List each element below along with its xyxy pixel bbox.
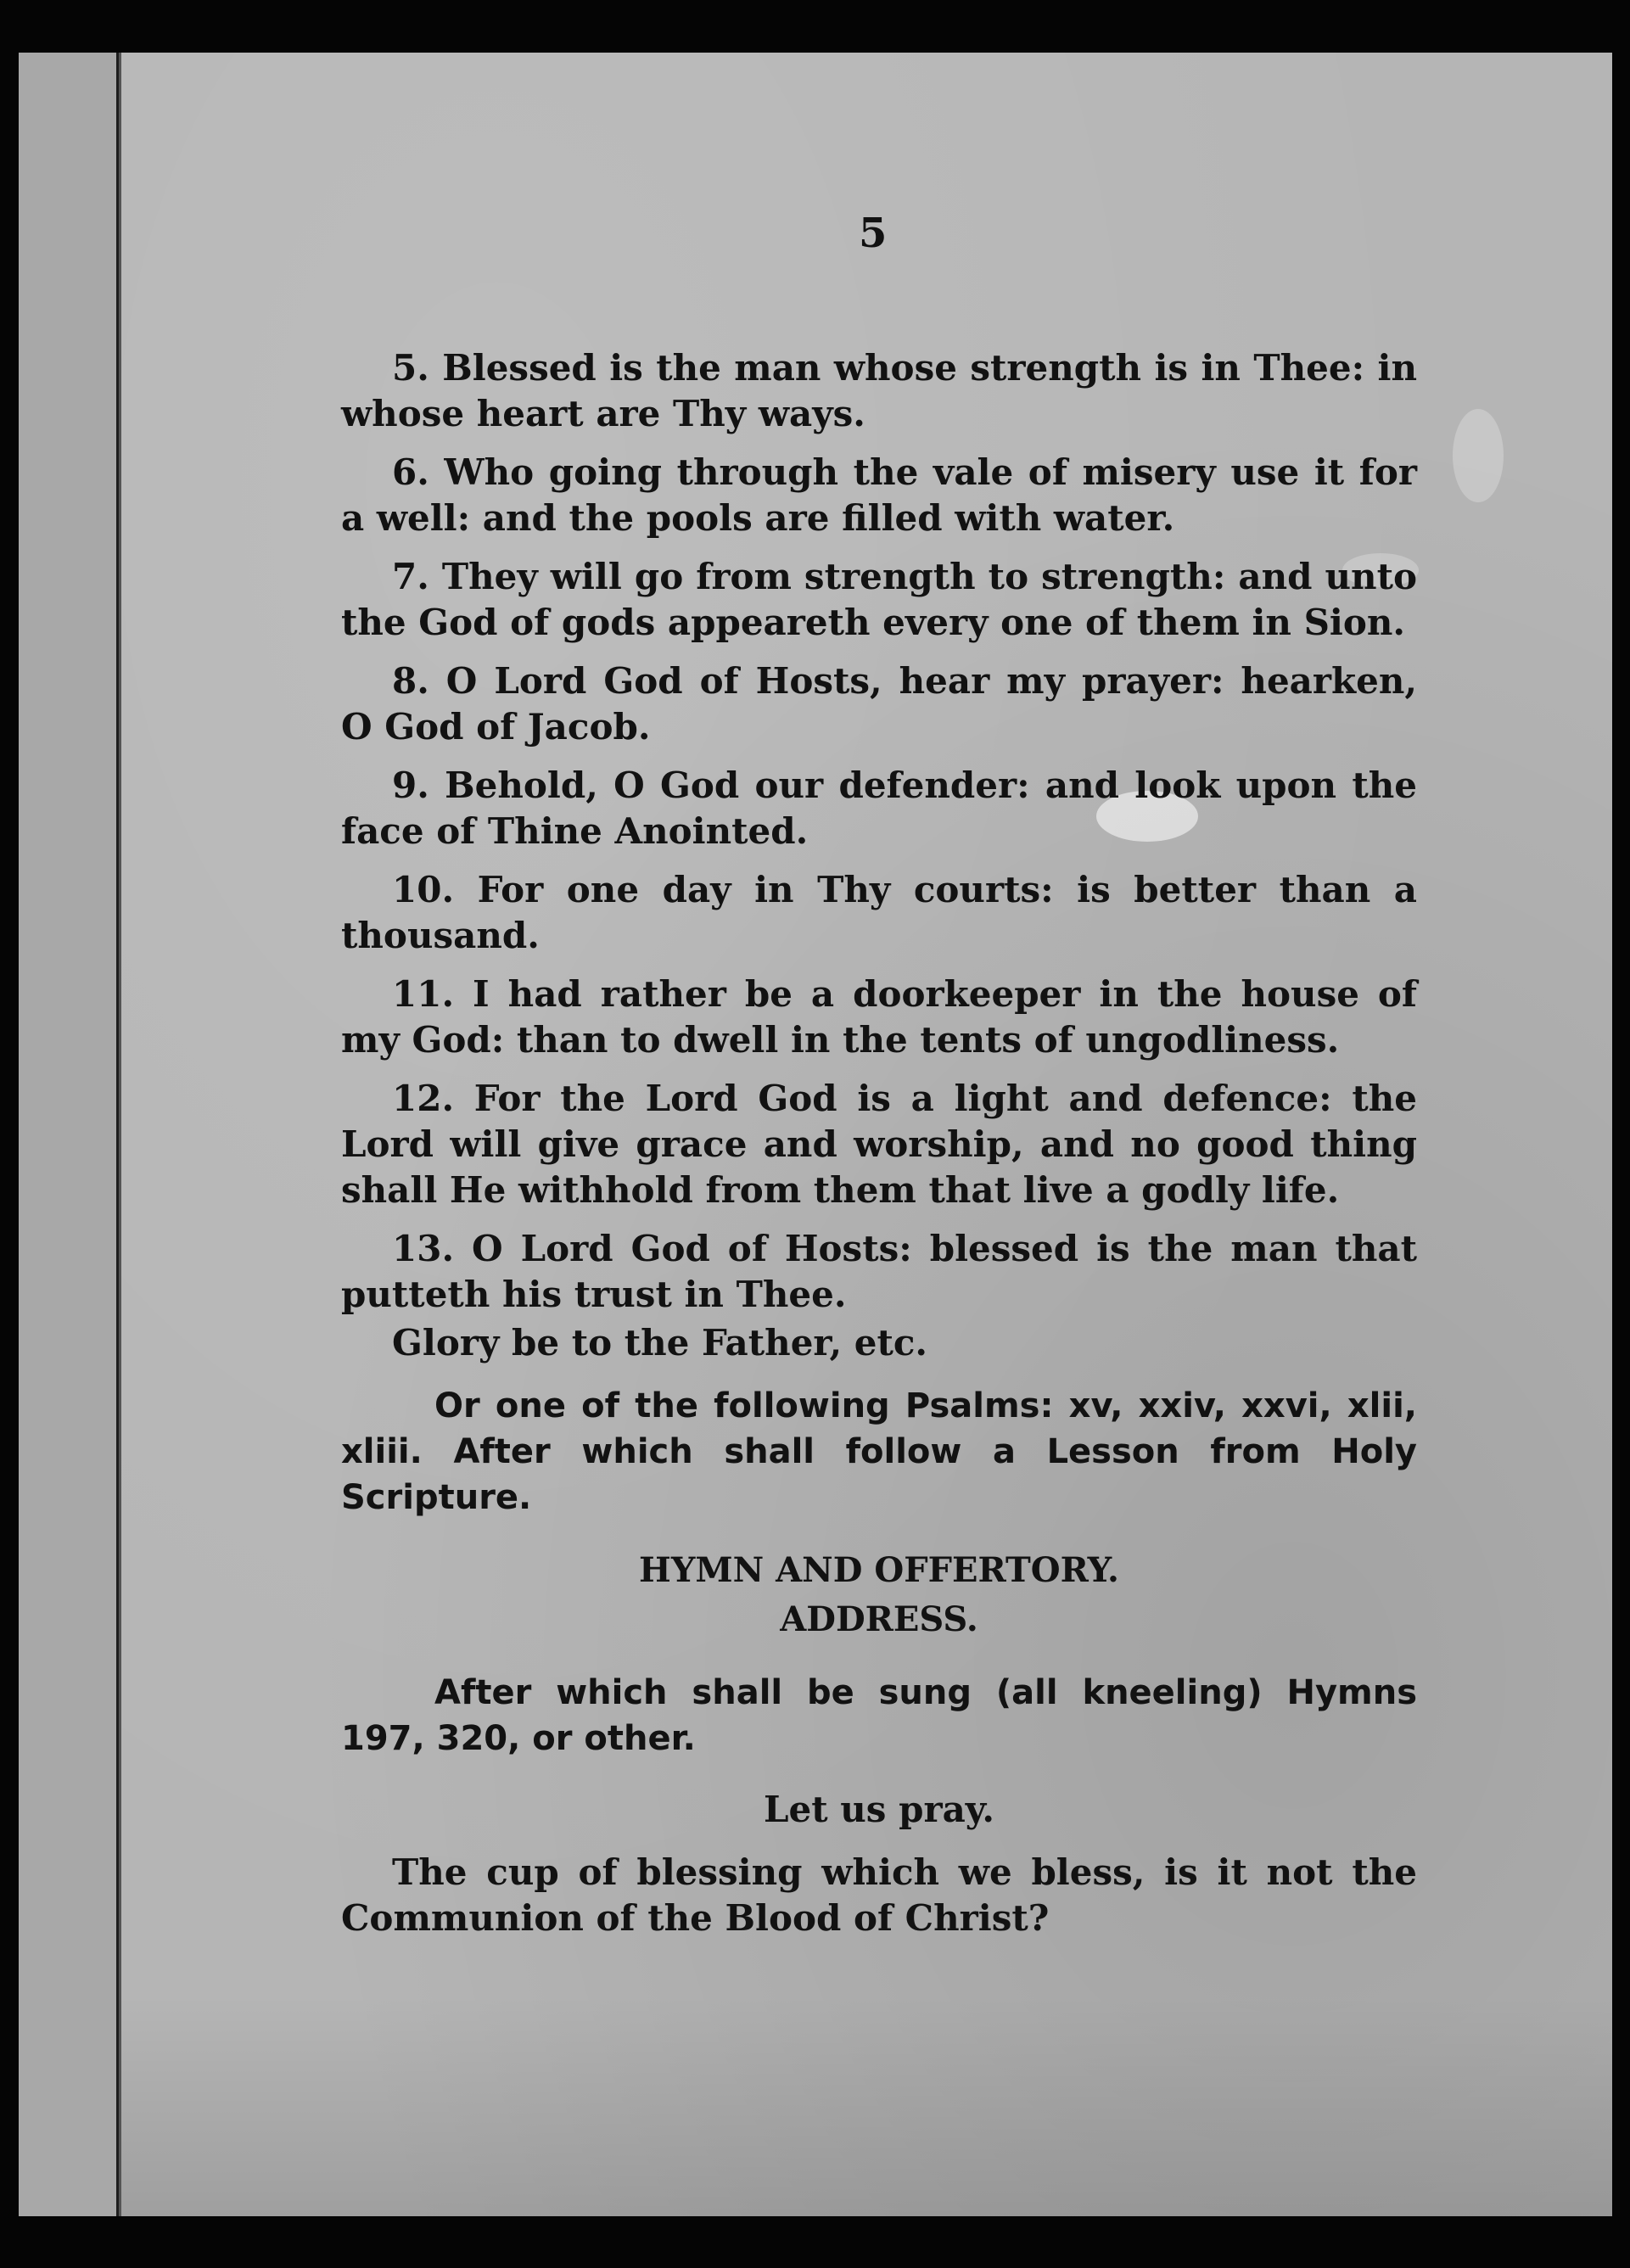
gloria-patri: Glory be to the Father, etc. bbox=[392, 1322, 928, 1364]
psalm-verse-5: 5. Blessed is the man whose strength is in Thee: in whose heart are Thy ways. bbox=[341, 347, 1417, 434]
psalm-verse-12: 12. For the Lord God is a light and defence: the Lord will give grace and worship, and no good thing shall He withhold from them that live a godly life. bbox=[341, 1078, 1417, 1211]
psalm-verse-8: 8. O Lord God of Hosts, hear my prayer: hearken, O God of Jacob. bbox=[341, 660, 1417, 748]
psalm-verse-11: 11. I had rather be a doorkeeper in the house of my God: than to dwell in the tents of ungodliness. bbox=[341, 973, 1417, 1061]
rubric-hymns: After which shall be sung (all kneeling) Hymns 197, 320, or other. bbox=[341, 1673, 1417, 1758]
gutter-edge-line bbox=[119, 53, 121, 2216]
psalm-verse-6: 6. Who going through the vale of misery use it for a well: and the pools are filled with water. bbox=[341, 451, 1417, 539]
heading-hymn-offertory: HYMN AND OFFERTORY. bbox=[639, 1550, 1119, 1590]
closing-verse: The cup of blessing which we bless, is it not the Communion of the Blood of Christ? bbox=[341, 1851, 1417, 1939]
heading-address: ADDRESS. bbox=[780, 1599, 978, 1639]
psalm-verse-7: 7. They will go from strength to strength: and unto the God of gods appeareth every one of them in Sion. bbox=[341, 556, 1417, 643]
let-us-pray: Let us pray. bbox=[764, 1789, 994, 1830]
psalm-verse-9: 9. Behold, O God our defender: and look upon the face of Thine Anointed. bbox=[341, 764, 1417, 852]
liturgy-text bbox=[341, 345, 1417, 1954]
binding-gutter bbox=[19, 53, 121, 2216]
paper-shading bbox=[121, 1996, 1612, 2216]
psalm-verse-10: 10. For one day in Thy courts: is better than a thousand. bbox=[341, 869, 1417, 956]
rubric-psalms: Or one of the following Psalms: xv, xxiv, xxvi, xlii, xliii. After which shall follow a Lesson from Holy Scripture. bbox=[341, 1386, 1417, 1517]
psalm-verse-13: 13. O Lord God of Hosts: blessed is the man that putteth his trust in Thee. bbox=[341, 1228, 1417, 1315]
page-number: 5 bbox=[859, 210, 888, 257]
scanned-page bbox=[19, 53, 1612, 2216]
paper-blemish bbox=[1453, 409, 1504, 502]
